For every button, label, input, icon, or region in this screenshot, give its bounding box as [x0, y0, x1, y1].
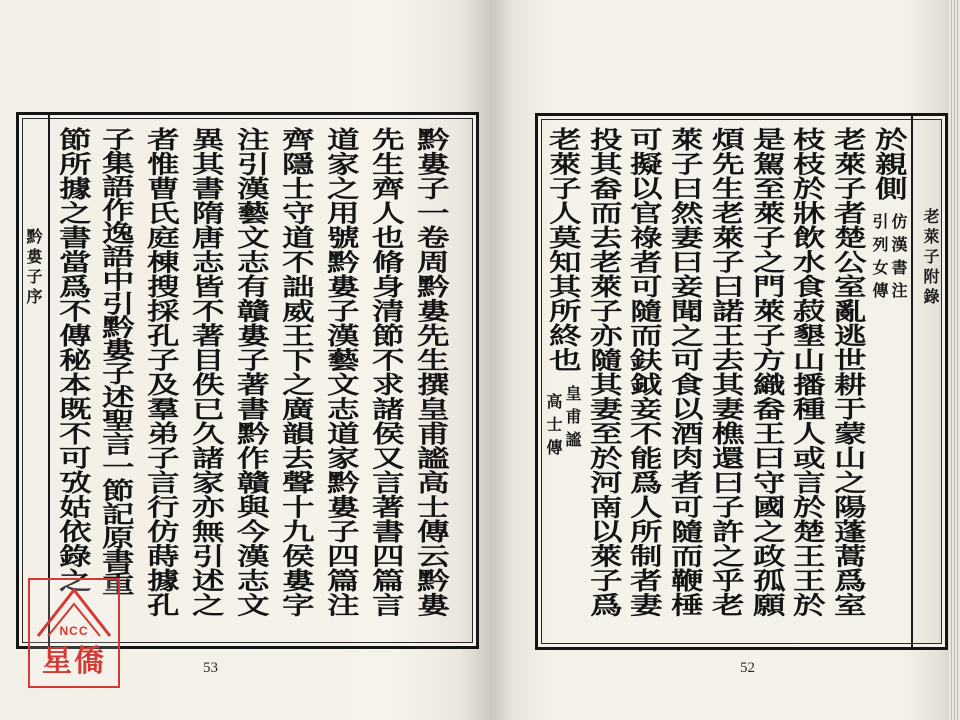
- right-text-column-8: 投其畚而去老萊子亦隨其妻至於河南以萊子爲: [584, 127, 624, 617]
- left-text-column-1: 黔婁子一卷周黔婁先生撰皇甫謐高士傳云黔婁: [411, 127, 451, 617]
- stamp-name: 星僑: [42, 644, 106, 679]
- column-main-text: 老萊子人莫知其所終也: [543, 127, 583, 372]
- right-text-column-2: 老萊子者楚公室亂逃世耕于蒙山之陽蓬蒿爲室: [828, 127, 868, 617]
- right-text-column-1: [868, 127, 908, 647]
- right-side-title: 老萊子附錄: [921, 208, 940, 308]
- right-text-column-4: 是駕至萊子之門萊子方織畚王曰守國之政孤願: [747, 127, 787, 617]
- left-text-column-3: 道家之用號黔婁子漢藝文志道家黔婁子四篇注: [321, 127, 361, 617]
- stamp-abbr: NCC: [59, 624, 89, 638]
- left-text-column-6: 異其書隋唐志皆不著目佚已久諸家亦無引述之: [186, 127, 226, 617]
- left-text-column-2: 先生齊人也脩身清節不求諸侯又言著書四篇言: [366, 127, 406, 617]
- column-note-right: 仿漢書注: [889, 213, 908, 305]
- red-seal-stamp: [28, 578, 120, 688]
- column-note-left: 引列女傳: [870, 213, 889, 305]
- column-note-right: 皇甫謐: [563, 385, 582, 454]
- page-edges: [949, 0, 960, 720]
- right-text-column-5: 煩先生老萊子曰諾王去其妻樵還曰子許之乎老: [706, 127, 746, 617]
- left-page-number: 53: [203, 660, 218, 676]
- left-text-column-4: 齊隱士守道不詘威王下之廣韻去聲十九侯婁字: [276, 127, 316, 617]
- left-text-column-5: 注引漢藝文志有贛婁子著書黔作贛與今漢志文: [231, 127, 271, 617]
- left-side-title: 黔婁子序: [24, 228, 43, 308]
- right-text-column-6: 萊子曰然妻曰妾聞之可食以酒肉者可隨而鞭棰: [665, 127, 705, 617]
- column-main-text: 於親側: [869, 127, 909, 201]
- left-text-column-9: 節所據之書當爲不傳秘本既不可攷姑依錄之: [53, 127, 93, 593]
- right-page-number: 52: [740, 660, 755, 676]
- column-note-left: 高士傳: [544, 393, 563, 462]
- left-text-column-8: 子集語作逸語中引黔婁子述聖言一節記原書重: [96, 127, 136, 596]
- right-text-column-3: 枝枝於牀飲水食菽墾山播種人或言於楚王王於: [787, 127, 827, 617]
- right-text-column-9: [542, 127, 582, 647]
- right-text-column-7: 可擬以官祿者可隨而鈇鉞妾不能爲人所制者妻: [624, 127, 664, 617]
- left-text-column-7: 者惟曹氏庭棟搜採孔子及羣弟子言行仿蒔據孔: [141, 127, 181, 617]
